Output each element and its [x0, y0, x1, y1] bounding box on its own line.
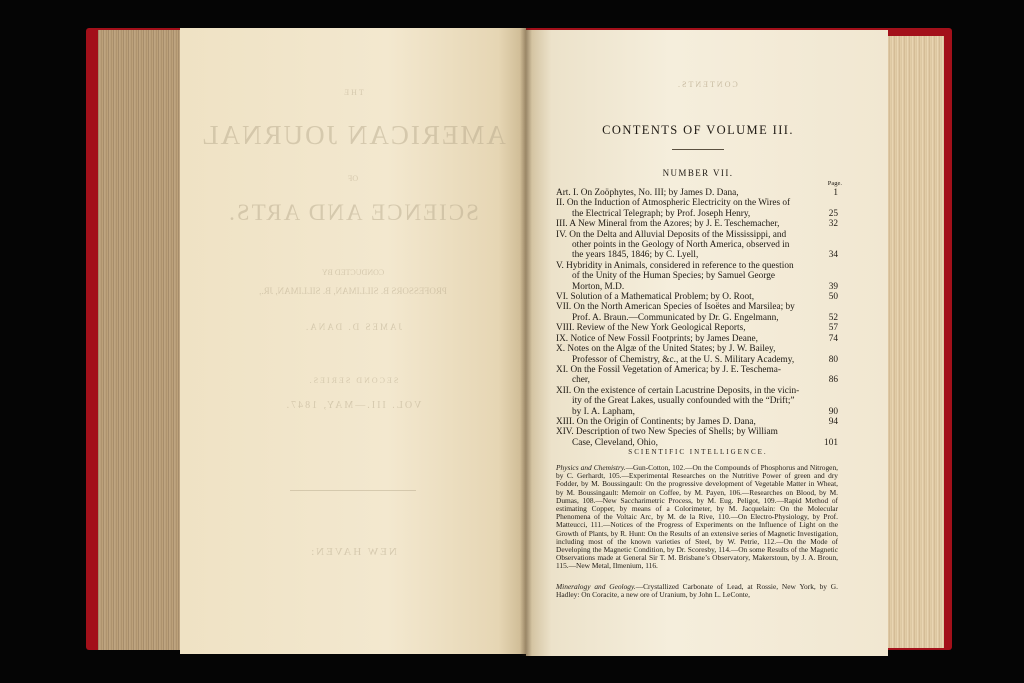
toc-list: [556, 188, 838, 448]
toc-entry-line: by I. A. Lapham,: [572, 406, 635, 417]
toc-entry-line: X. Notes on the Algæ of the United States; by J. W. Bailey,: [556, 344, 776, 355]
physics-text: —Gun-Cotton, 102.—On the Compounds of Phosphorus and Nitrogen, by C. Gerhardt, 105.—Experimental Researches on the Nutritive Power of green and dry Fodder, by M. Boussingault: On the progressive development of Vegetable Matter in Wheat, by M. Boussingault: Memoir on Coffee, by M. Payen, 106.—Researches on Blood, by M. Dumas, 108.—New Saccharimetric Process, by M. Eug. Peligot, 109.—Rapid Method of estimating Copper, by means of a Colorimeter, by M. Jacquelain: On the Molecular Phenomena of the Voltaic Arc, by M. de la Rive, 110.—On Electro-Physiology, by Prof. Matteucci, 111.—Notices of the Progress of Experiments on the Influence of Light on the Growth of Plants, by R. Hunt: On the Results of an extensive series of Magnetic Investigation, including most of the known varieties of Steel, by W. Petrie, 112.—On the Mode of Developing the Magnetic Condition, by Dr. Scoresby, 114.—On some Results of the Magnetic Observations made at General Sir T. M. Brisbane’s Observatory, Makerstoun, by J. A. Broun, 115.—New Metal, Ilmenium, 116.: [556, 463, 838, 571]
toc-entry-line: other points in the Geology of North America, observed in: [572, 240, 790, 251]
mineralogy-geology-paragraph: [556, 583, 838, 599]
toc-entry-line: VII. On the North American Species of Isoëtes and Marsilea; by: [556, 302, 795, 313]
toc-entry-line: V. Hybridity in Animals, considered in reference to the question: [556, 260, 794, 271]
toc-entry: [556, 302, 838, 323]
toc-entry-line: XII. On the existence of certain Lacustrine Deposits, in the vicin-: [556, 385, 800, 396]
toc-page-number: 94: [828, 416, 838, 427]
toc-page-number: 86: [828, 375, 838, 386]
toc-entry-line: IV. On the Delta and Alluvial Deposits of the Mississippi, and: [556, 229, 787, 240]
toc-entry: [556, 427, 838, 448]
toc-page-number: 50: [828, 292, 838, 303]
toc-page-number: 101: [824, 437, 838, 448]
toc-page-number: 32: [828, 219, 838, 230]
ghost-running-head: CONTENTS.: [676, 80, 738, 89]
toc-entry-line: of the Unity of the Human Species; by Samuel George: [572, 271, 776, 282]
toc-entry: [556, 188, 838, 198]
toc-entry: [556, 198, 838, 219]
toc-entry: [556, 230, 838, 261]
toc-entry: [556, 365, 838, 386]
toc-entry-line: II. On the Induction of Atmospheric Electricity on the Wires of: [556, 198, 791, 209]
ghost-dana: JAMES D. DANA.: [304, 322, 403, 332]
toc-entry-line: VI. Solution of a Mathematical Problem; by O. Root,: [556, 292, 755, 303]
mineralogy-text: —Crystallized Carbonate of Lead, at Rossie, New York, by G. Hadley: On Coracite, a new ore of Uranium, by John L. LeConte,: [556, 582, 838, 600]
ghost-of: OF: [347, 174, 359, 183]
toc-page-number: 25: [828, 208, 838, 219]
number-heading: NUMBER VII.: [662, 168, 734, 178]
page-column-label: Page.: [827, 180, 842, 187]
ghost-the: THE: [342, 88, 364, 97]
toc-entry-line: ity of the Great Lakes, usually confounded with the “Drift;”: [572, 396, 795, 407]
toc-entry: [556, 261, 838, 292]
ghost-series: SECOND SERIES.: [307, 376, 399, 385]
toc-page-number: 34: [828, 250, 838, 261]
ghost-volume: VOL. III.—MAY, 1847.: [284, 400, 422, 411]
toc-entry-line: Professor of Chemistry, &c., at the U. S. Military Academy,: [572, 354, 795, 365]
toc-entry-line: XI. On the Fossil Vegetation of America; by J. E. Teschema-: [556, 364, 781, 375]
toc-entry-line: XIV. Description of two New Species of Shells; by William: [556, 427, 778, 438]
ghost-journal-title: AMERICAN JOURNAL: [200, 120, 506, 150]
toc-entry-line: VIII. Review of the New York Geological Reports,: [556, 323, 746, 334]
left-page: [180, 28, 526, 654]
physics-title: Physics and Chemistry.: [556, 463, 626, 472]
toc-entry-line: the years 1845, 1846; by C. Lyell,: [572, 250, 699, 261]
toc-entry-line: the Electrical Telegraph; by Prof. Joseph Henry,: [572, 208, 751, 219]
ghost-conducted: CONDUCTED BY: [321, 268, 385, 277]
heading-rule: [672, 149, 724, 150]
toc-entry: [556, 219, 838, 229]
toc-page-number: 90: [828, 406, 838, 417]
bleed-through-title-page: [180, 28, 526, 654]
toc-page-number: 1: [833, 188, 838, 198]
ghost-professors: PROFESSORS B. SILLIMAN, B. SILLIMAN, JR.,: [259, 286, 447, 296]
toc-page-number: 74: [828, 333, 838, 344]
toc-entry-line: XIII. On the Origin of Continents; by James D. Dana,: [556, 416, 756, 427]
toc-page-number: 57: [828, 323, 838, 334]
mineralogy-title: Mineralogy and Geology.: [556, 582, 636, 591]
toc-entry: [556, 386, 838, 417]
toc-entry: [556, 323, 838, 333]
toc-entry-line: IX. Notice of New Fossil Footprints; by James Deane,: [556, 333, 758, 344]
physics-chemistry-paragraph: [556, 464, 838, 571]
toc-entry-line: cher,: [572, 375, 590, 386]
toc-entry: [556, 417, 838, 427]
toc-entry-line: Prof. A. Braun.—Communicated by Dr. G. Engelmann,: [572, 312, 779, 323]
toc-entry: [556, 292, 838, 302]
toc-entry-line: Morton, M.D.: [572, 281, 625, 292]
toc-page-number: 52: [828, 312, 838, 323]
book-gutter: [520, 28, 532, 656]
toc-entry-line: Art. I. On Zoöphytes, No. III; by James D. Dana,: [556, 188, 739, 198]
toc-entry-line: Case, Cleveland, Ohio,: [572, 437, 658, 448]
toc-entry-line: III. A New Mineral from the Azores; by J. E. Teschemacher,: [556, 219, 780, 230]
page-edges-left: [98, 30, 182, 650]
scientific-intelligence-heading: SCIENTIFIC INTELLIGENCE.: [628, 448, 768, 456]
ghost-new-haven: NEW HAVEN:: [309, 546, 397, 558]
page-edges-right: [886, 36, 944, 648]
contents-heading: CONTENTS OF VOLUME III.: [602, 123, 794, 137]
toc-page-number: 39: [828, 281, 838, 292]
toc-page-number: 80: [828, 354, 838, 365]
ghost-science-title: SCIENCE AND ARTS.: [227, 200, 479, 225]
ghost-rule: [290, 490, 416, 491]
toc-entry: [556, 344, 838, 365]
toc-entry: [556, 334, 838, 344]
